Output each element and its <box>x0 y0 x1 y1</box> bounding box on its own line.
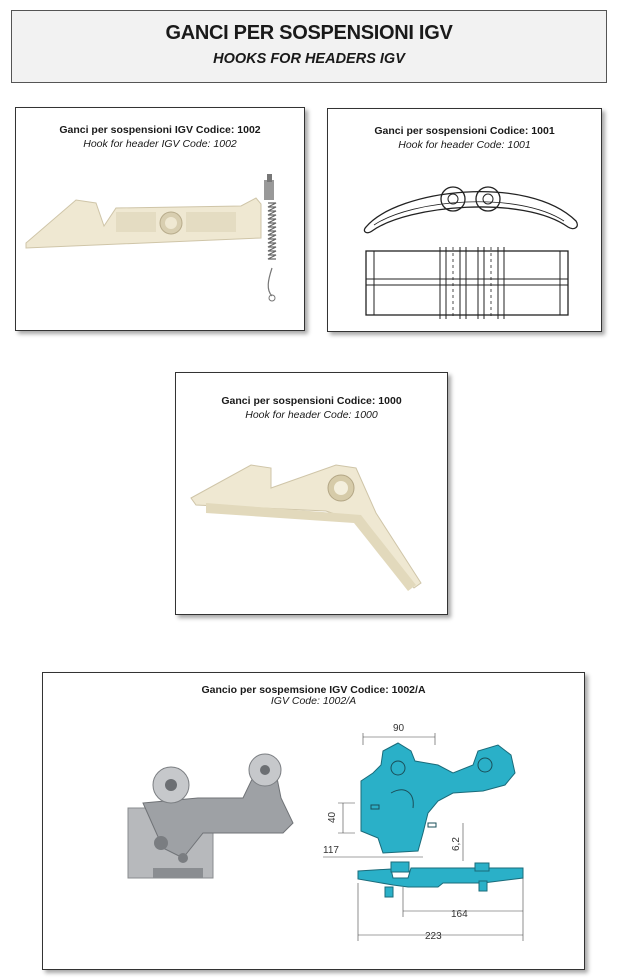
card-subtitle: Hook for header IGV Code: 1002 <box>83 138 237 150</box>
card-subtitle: IGV Code: 1002/A <box>270 695 357 707</box>
card-title: Gancio per sospemsione IGV Codice: 1002/A <box>201 684 426 696</box>
dim-label: 40 <box>327 811 338 823</box>
page-title: GANCI PER SOSPENSIONI IGV <box>165 22 453 44</box>
dim-label: 117 <box>323 845 339 856</box>
product-card-1001 <box>327 108 602 332</box>
hook-1001-drawing <box>328 109 603 333</box>
card-title: Ganci per sospensioni IGV Codice: 1002 <box>59 124 261 136</box>
card-title: Ganci per sospensioni Codice: 1001 <box>374 125 555 137</box>
product-card-1002a <box>42 672 585 970</box>
hook-1002a-drawing <box>43 673 586 971</box>
hook-1002-image <box>16 108 306 332</box>
dim-label: 223 <box>425 931 442 942</box>
card-subtitle: Hook for header Code: 1000 <box>245 409 378 421</box>
card-title: Ganci per sospensioni Codice: 1000 <box>221 395 402 407</box>
product-card-1002 <box>15 107 305 331</box>
hook-1000-image <box>176 373 449 616</box>
dim-label: 90 <box>393 723 405 734</box>
dim-label: 6,2 <box>451 837 462 851</box>
page-header <box>11 10 607 83</box>
product-card-1000 <box>175 372 448 615</box>
dim-label: 164 <box>451 909 468 920</box>
card-subtitle: Hook for header Code: 1001 <box>398 139 531 151</box>
page-subtitle: HOOKS FOR HEADERS IGV <box>213 51 405 67</box>
